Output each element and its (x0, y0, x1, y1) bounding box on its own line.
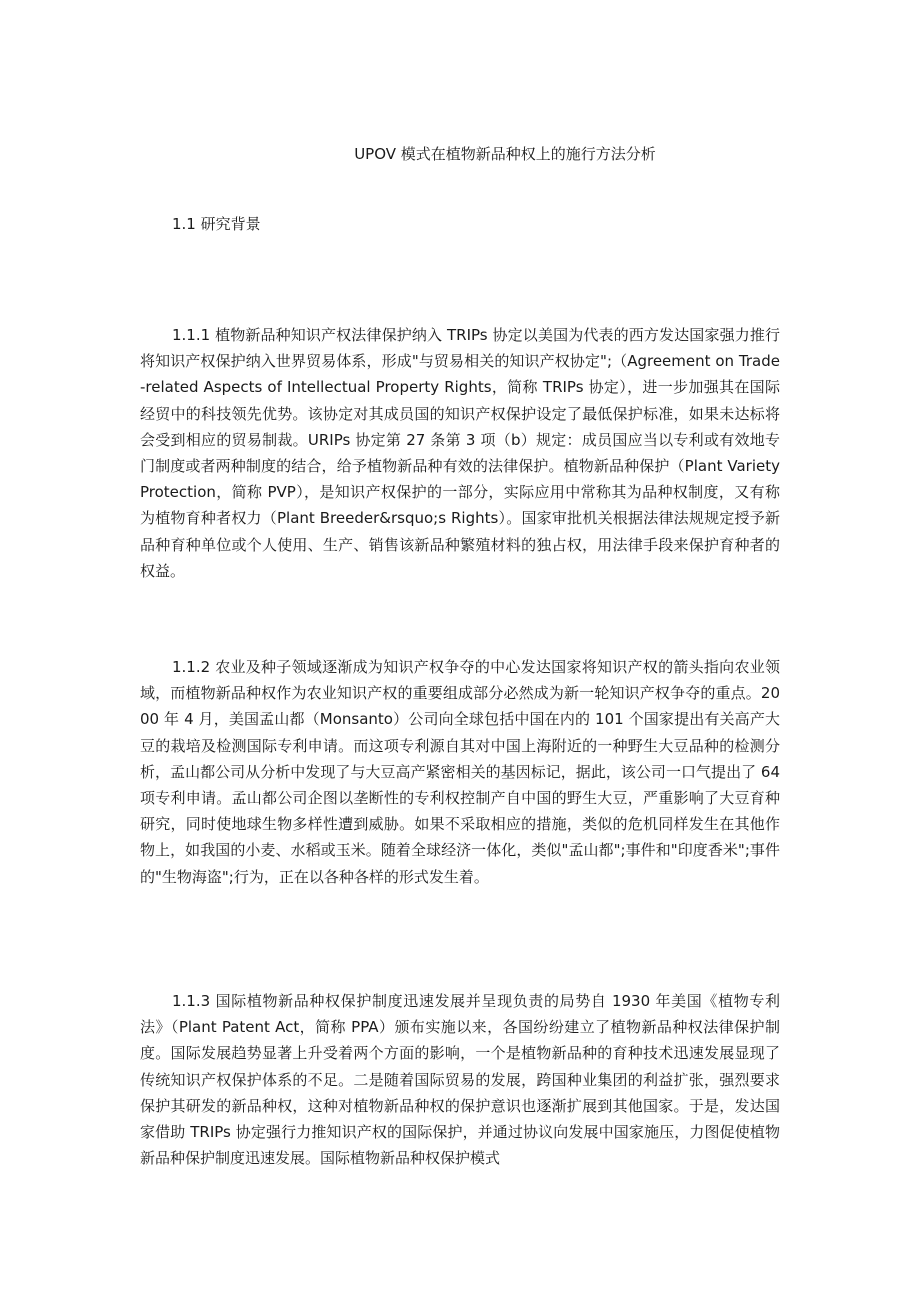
paragraph-1-1-3: 1.1.3 国际植物新品种权保护制度迅速发展并呈现负责的局势自 1930 年美国《植物专利法》（Plant Patent Act，简称 PPA）颁布实施以来，各国纷纷建立了植物新品种权法律保护制度。国际发展趋势显著上升受着两个方面的影响，一个是植物新品种的育种技术迅速发展显现了传统知识产权保护体系的不足。二是随着国际贸易的发展，跨国种业集团的利益扩张，强烈要求保护其研发的新品种权，这种对植物新品种权的保护意识也逐渐扩展到其他国家。于是，发达国家借助 TRIPs 协定强行力推知识产权的国际保护，并通过协议向发展中国家施压，力图促使植物新品种保护制度迅速发展。国际植物新品种权保护模式 (140, 992, 780, 1168)
paragraph-1-1-1: 1.1.1 植物新品种知识产权法律保护纳入 TRIPs 协定以美国为代表的西方发达国家强力推行将知识产权保护纳入世界贸易体系，形成"与贸易相关的知识产权协定";（Agreement on Trade-related Aspects of Intellectual Property Rights，简称 TRIPs 协定），进一步加强其在国际经贸中的科技领先优势。该协定对其成员国的知识产权保护设定了最低保护标准，如果未达标将会受到相应的贸易制裁。URIPs 协定第 27 条第 3 项（b）规定：成员国应当以专利或有效地专门制度或者两种制度的结合，给予植物新品种有效的法律保护。植物新品种保护（Plant Variety Protection，简称 PVP），是知识产权保护的一部分，实际应用中常称其为品种权制度，又有称为植物育种者权力（Plant Breeder&rsquo;s Rights）。国家审批机关根据法律法规规定授予新品种育种单位或个人使用、生产、销售该新品种繁殖材料的独占权，用法律手段来保护育种者的权益。 (140, 326, 780, 580)
paragraph-1-1-2: 1.1.2 农业及种子领域逐渐成为知识产权争夺的中心发达国家将知识产权的箭头指向农业领域，而植物新品种权作为农业知识产权的重要组成部分必然成为新一轮知识产权争夺的重点。2000 年 4 月，美国孟山都（Monsanto）公司向全球包括中国在内的 101 个国家提出有关高产大豆的栽培及检测国际专利申请。而这项专利源自其对中国上海附近的一种野生大豆品种的检测分析，孟山都公司从分析中发现了与大豆高产紧密相关的基因标记，据此，该公司一口气提出了 64 项专利申请。孟山都公司企图以垄断性的专利权控制产自中国的野生大豆，严重影响了大豆育种研究，同时使地球生物多样性遭到威胁。如果不采取相应的措施，类似的危机同样发生在其他作物上，如我国的小麦、水稻或玉米。随着全球经济一体化，类似"孟山都";事件和"印度香米";事件的"生物海盗";行为，正在以各种各样的形式发生着。 (140, 658, 780, 886)
document-title: UPOV 模式在植物新品种权上的施行方法分析 (354, 145, 656, 163)
section-heading: 1.1 研究背景 (172, 215, 261, 233)
